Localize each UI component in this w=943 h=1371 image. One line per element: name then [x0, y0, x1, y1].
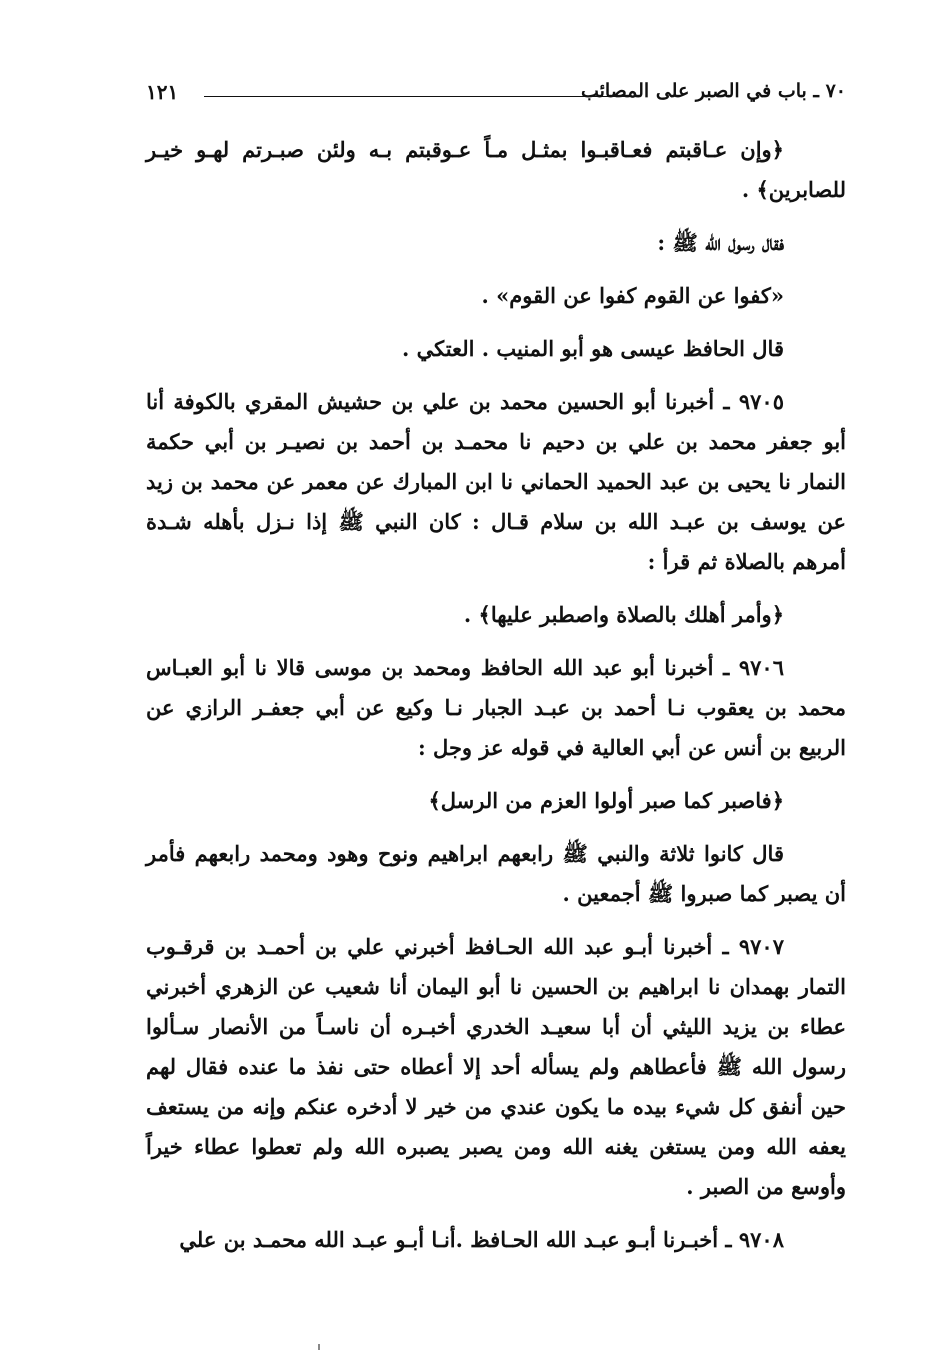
quran-verse-paragraph: ﴿فاصبر كما صبر أولوا العزم من الرسل﴾	[428, 788, 784, 813]
hadith-9707-paragraph: ٩٧٠٧ ـ أخبرنا أبـو عبد الله الحـافظ أخبرني علي بن أحمـد بن قرقـوب التمار بهمدان نا ابراهيم بن الحسين نا أبو اليمان أنا شعيب عن الزهري أخبرني عطاء بن يزيد الليثي أن أبا سعيـد الخدري أخبـره أن ناسـاً من الأنصار سـألوا رسول الله ﷺ فأعطاهم ولم يسأله أحد إلا أعطاه حتى نفذ ما عنده فقال لهم حين أنفق كل شيء بيده ما يكون عندي من خير لا أدخره عنكم وإنه من يستعف يعفه الله ومن يستغن يغنه الله ومن يصبر يصبره الله ولم تعطوا عطاء خيراً وأوسع من الصبر .	[146, 934, 846, 1199]
hadith-9705-paragraph: ٩٧٠٥ ـ أخبرنا أبو الحسين محمد بن علي بن حشيش المقري بالكوفة أنا أبو جعفر محمد بن علي بن دحيم نا محمـد بن أحمد بن نصيـر بن أبي حكمة النمار نا يحيى بن عبد الحميد الحماني نا ابن المبارك عن معمر عن محمد بن زيد عن يوسف بن عبـد الله بن سلام قـال : كان النبي ﷺ إذا نـزل بأهله شـدة أمرهم بالصلاة ثم قرأ :	[146, 389, 846, 574]
quran-verse-paragraph: ﴿وأمر أهلك بالصلاة واصطبر عليها﴾ .	[463, 602, 784, 627]
scan-speck	[318, 1344, 320, 1350]
body-text	[146, 130, 846, 1273]
quran-verse-paragraph: ﴿وإن عـاقبتم فعـاقبـوا بمثـل مـاً عـوقبتم بـه ولئن صبـرتم لهـو خيـر للصابرين﴾ .	[146, 137, 846, 202]
text-paragraph: قال الحافظ عيسى هو أبو المنيب . العتكي .	[402, 336, 784, 361]
header-rule	[204, 96, 628, 97]
page-number: ١٢١	[146, 80, 179, 104]
chapter-title: ٧٠ ـ باب في الصبر على المصائب	[580, 80, 846, 102]
page-header	[146, 80, 846, 110]
text-paragraph: قال كانوا ثلاثة والنبي ﷺ رابعهم ابراهيم ونوح وهود ومحمد رابعهم فأمر أن يصبر كما صبروا ﷺ أجمعين .	[146, 841, 846, 906]
hadith-9706-paragraph: ٩٧٠٦ ـ أخبرنا أبو عبد الله الحافظ ومحمد بن موسى قالا نا أبو العبـاس محمد بن يعقوب نـا أحمد بن عبـد الجبار نـا وكيع عن أبي جعفـر الرازي عن الربيع بن أنس عن أبي العالية في قوله عز وجل :	[146, 655, 846, 760]
text-paragraph: فقال رسول الله ﷺ :	[657, 230, 784, 255]
hadith-9708-paragraph: ٩٧٠٨ ـ أخبـرنا أبـو عبـد الله الحـافظ .أنـا أبـو عبـد الله محمـد بن علي	[179, 1227, 784, 1252]
hadith-quote-paragraph: «كفوا عن القوم كفوا عن القوم» .	[481, 283, 784, 308]
